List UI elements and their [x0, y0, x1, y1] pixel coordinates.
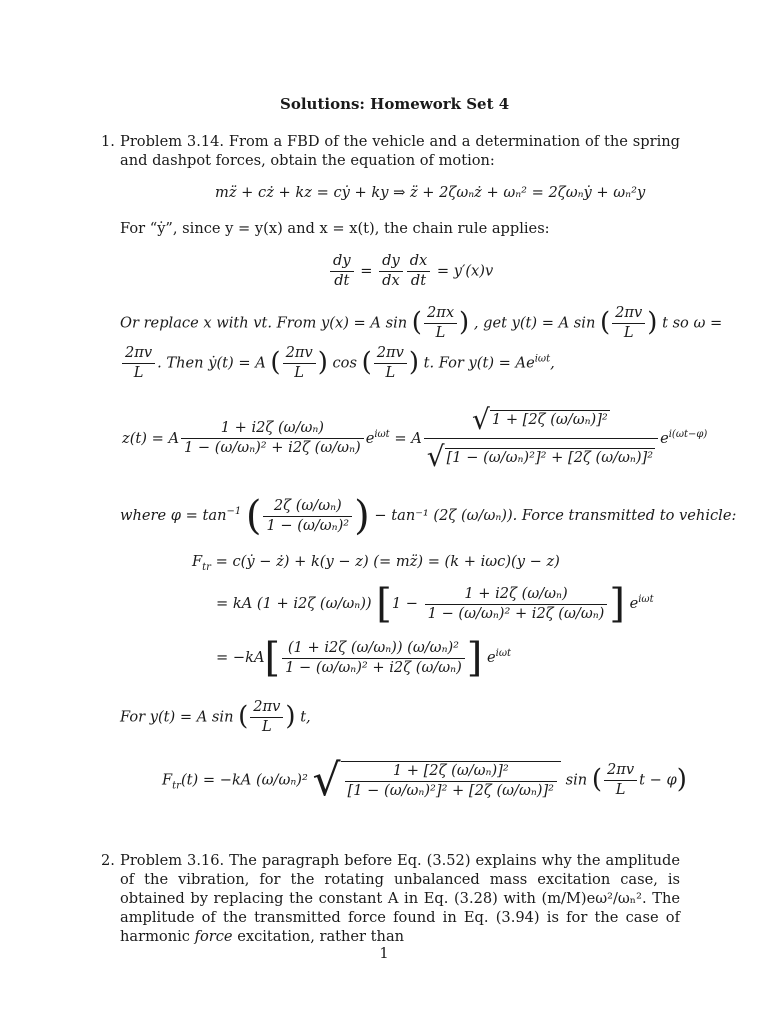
- for-sin-line: For y(t) = A sin ( $\frac{2\pi v}{L}$ ) t,: [120, 698, 311, 735]
- then-line: $\frac{2\pi v}{L}$ . Then ẏ(t) = A ( $\frac{2\pi v}{L}$ ) cos ( $\frac{2\pi v}{L}$ ) t. For $y(t) = Ae^{i\omega t}$,: [120, 344, 555, 383]
- replace-line: Or replace x with vt. From y(x) = A sin ( $\frac{2\pi x}{L}$ ) , get y(t) = A sin ( $\frac{2\pi v}{L}$ ) t so ω =: [120, 304, 723, 341]
- page-title: Solutions: Homework Set 4: [280, 95, 510, 113]
- problem-2-text: Problem 3.16. The paragraph before Eq. (3.52) explains why the amplitude of the vibration, for the rotating unbalanced mass excitation case, is obtained by replacing the constant A in Eq. (3.28) with (m/M)eω²/ωₙ². The amplitude of the transmitted force found in Eq. (3.94) is for the case of harmonic force excitation, rather than: [120, 852, 680, 945]
- item-number-1: 1.: [101, 133, 115, 150]
- item-number-2: 2.: [101, 852, 115, 869]
- page-number: 1: [379, 945, 389, 962]
- problem-1-intro: Problem 3.14. From a FBD of the vehicle and a determination of the spring and dashpot forces, obtain the equation of motion:: [120, 133, 680, 169]
- z-of-t-equation: z(t) = A $\frac{\text{1 + i2ζ (ω/ωₙ)}}{\text{1 − (ω/ωₙ)² + i2ζ (ω/ωₙ)}}$ $e^{i\omega t} = A$ $\frac{\text{√ 1 + [2ζ (ω/ωₙ)]²}}{\text{√ [1 − (ω/ωₙ)²]² + [2ζ (ω/ωₙ)]²}}$ $e^{i(\omega t-\varphi)}$: [122, 403, 708, 474]
- where-phi-line: where $\varphi = \tan^{-1}$ ( $\frac{\text{2ζ (ω/ωₙ)}}{\text{1 − (ω/ωₙ)²}}$ ) − tan⁻¹ (2ζ (ω/ωₙ)). Force transmitted to vehicle:: [120, 493, 737, 539]
- ftr-equation-line-1: $F_{tr}$ = c(ẏ − ż) + k(y − z) (= mz̈) = (k + iωc)(y − z): [192, 553, 560, 573]
- ftr-of-t-equation: $F_{tr}(t) = -kA$ (ω/ωₙ)² √ $\frac{\text{1 + [2ζ (ω/ωₙ)]²}}{\text{[1 − (ω/ωₙ)²]² + [2ζ (ω/ωₙ)]²}}$ sin ( $\frac{2\pi v}{L}$ t − φ): [162, 755, 687, 806]
- chain-rule-equation: $\frac{dy}{dt}$ = $\frac{dy}{dx}$ $\frac{dx}{dt}$ = y′(x)v: [328, 252, 493, 291]
- equation-of-motion: mz̈ + cż + kz = cẏ + ky ⇒ z̈ + 2ζωₙż + ωₙ² = 2ζωₙẏ + ωₙ²y: [215, 184, 646, 201]
- chain-rule-rhs: = y′(x)v: [436, 262, 494, 280]
- ftr-equation-line-2: = kA (1 + i2ζ (ω/ωₙ)) [1 − $\frac{\text{1 + i2ζ (ω/ωₙ)}}{\text{1 − (ω/ωₙ)² + i2ζ (ω/ωₙ)}}$ ] $e^{i\omega t}$: [216, 581, 654, 627]
- ftr-equation-line-3: = −kA[ $\frac{\text{(1 + i2ζ (ω/ωₙ)) (ω/ωₙ)²}}{\text{1 − (ω/ωₙ)² + i2ζ (ω/ωₙ)}}$ ] $e^{i\omega t}$: [216, 635, 512, 681]
- chain-rule-text: For “ẏ”, since y = y(x) and x = x(t), the chain rule applies:: [120, 220, 550, 237]
